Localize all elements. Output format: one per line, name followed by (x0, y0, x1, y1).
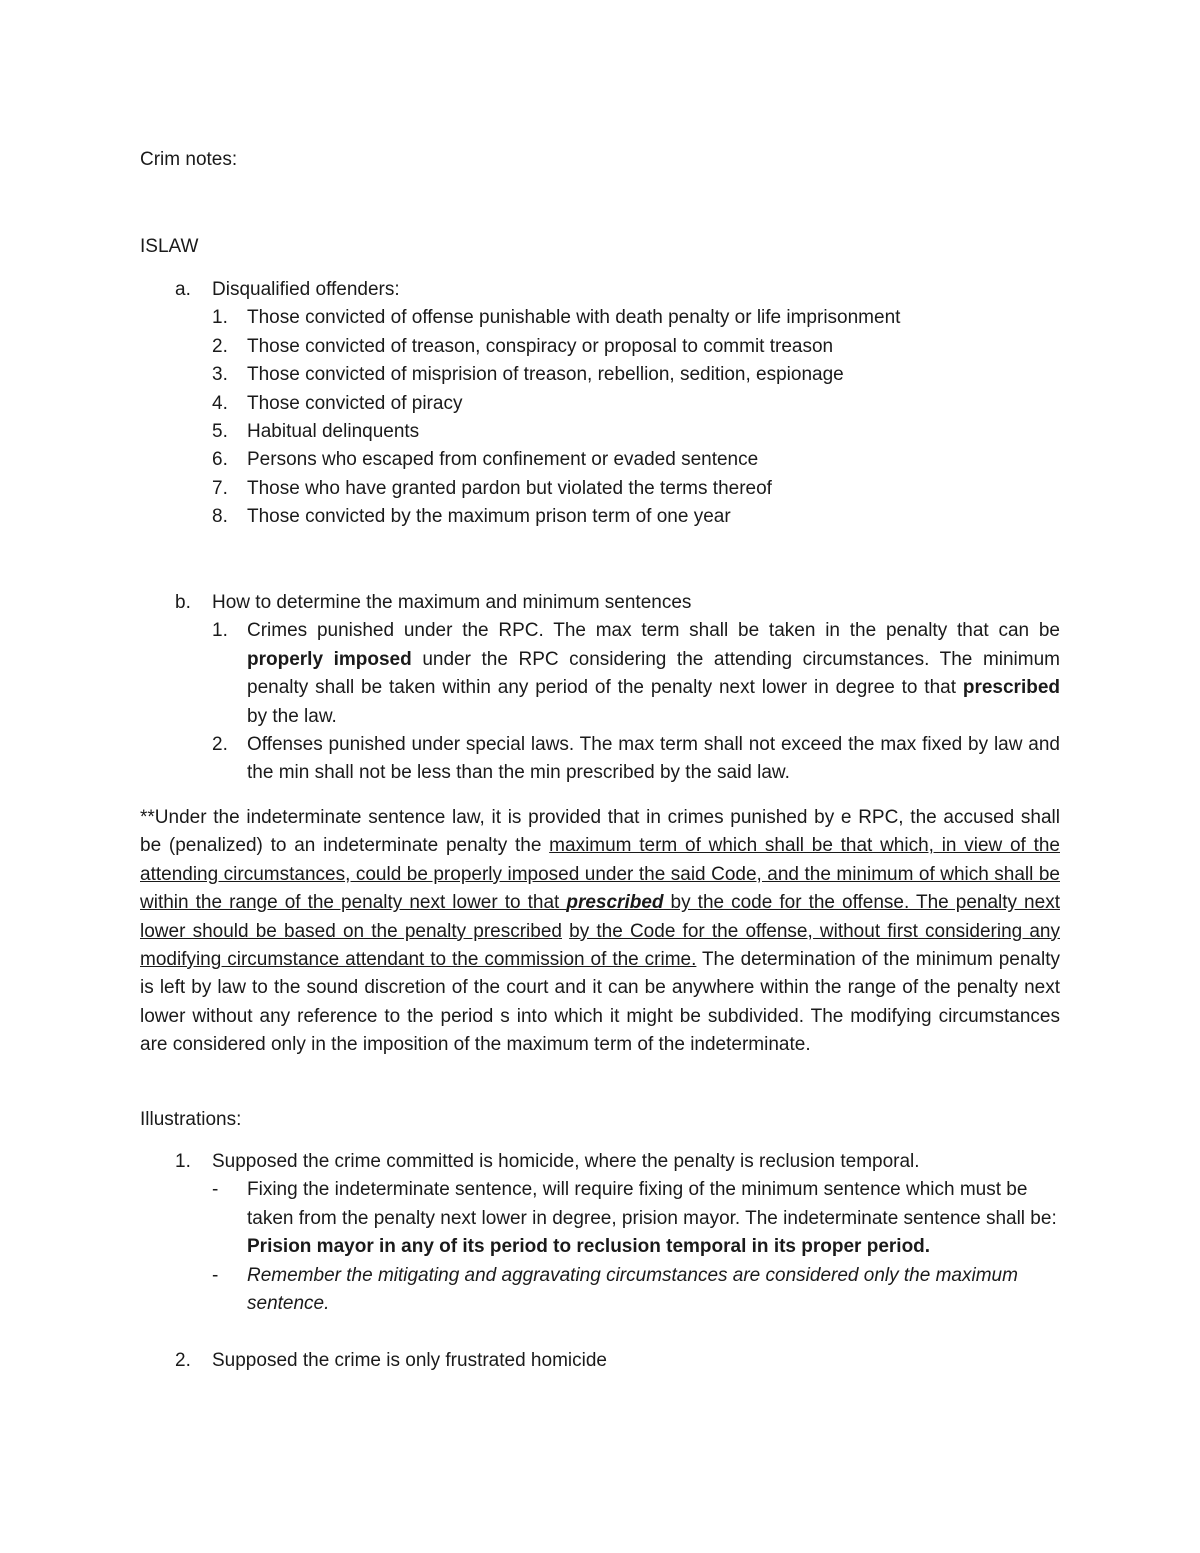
list-text: Offenses punished under special laws. The max term shall not exceed the max fixed by law and the min shall not be less than the min prescribed by the said law. (247, 734, 1060, 784)
list-number: 3. (212, 364, 228, 386)
list-number: 7. (212, 477, 228, 499)
list-text: Habitual delinquents (247, 421, 420, 443)
list-text (247, 617, 1060, 731)
illustration-item (140, 1148, 1060, 1176)
bold-text: Prision mayor in any of its period to reclusion temporal in its proper period. (247, 1236, 931, 1258)
underlined-text: by the Code for the offense, without first considering any modifying circumstance attendant to the commission of the crime. (140, 920, 1060, 971)
illustration-text: Supposed the crime is only frustrated homicide (212, 1350, 607, 1371)
bold-text: properly imposed (247, 648, 412, 670)
list-item (212, 731, 1060, 788)
list-text: Those convicted of piracy (247, 392, 463, 414)
dash-item (212, 1176, 1060, 1261)
document-title: Crim notes: (140, 149, 238, 170)
list-item (212, 446, 1060, 474)
text-run: Fixing the indeterminate sentence, will require fixing of the minimum sentence which must be taken from the penalty next lower in degree, prision mayor. The indeterminate sentence shall be: (247, 1179, 1057, 1229)
section-heading: ISLAW (140, 236, 199, 257)
list-item (212, 361, 1060, 389)
list-text: Those convicted of treason, conspiracy or proposal to commit treason (247, 335, 834, 357)
dash-text (247, 1176, 1060, 1261)
list-item (212, 304, 1060, 332)
list-number: 5. (212, 421, 228, 443)
section-b (140, 589, 1060, 788)
list-number: 2. (212, 734, 228, 756)
section-b-label: b. (175, 592, 191, 613)
text-run: by the law. (247, 705, 337, 727)
note-paragraph (140, 804, 1060, 1060)
illustration-item (140, 1347, 1060, 1375)
list-item (212, 503, 1060, 531)
illustration-1 (140, 1148, 1060, 1318)
sentence-list (140, 617, 1060, 787)
list-number: 6. (212, 449, 228, 471)
underlined-text: by the code for the offense. The penalty next lower should be based on the penalty prescribed (140, 892, 1060, 942)
disqualified-list (140, 304, 1060, 531)
section-a-label: a. (175, 279, 191, 300)
list-item (212, 390, 1060, 418)
list-number: 2. (175, 1350, 191, 1371)
illustration-text: Supposed the crime committed is homicide, where the penalty is reclusion temporal. (212, 1151, 920, 1172)
list-item (212, 617, 1060, 731)
section-b-title: How to determine the maximum and minimum sentences (212, 592, 692, 613)
list-text: Those convicted by the maximum prison term of one year (247, 506, 731, 528)
list-text: Those convicted of offense punishable with death penalty or life imprisonment (247, 307, 901, 329)
list-text: Those convicted of misprision of treason, rebellion, sedition, espionage (247, 364, 844, 386)
dash-marker: - (212, 1264, 219, 1286)
text-run: Crimes punished under the RPC. The max term shall be taken in the penalty that can be (247, 620, 1060, 642)
list-number: 8. (212, 506, 228, 528)
list-text: Those who have granted pardon but violated the terms thereof (247, 477, 772, 499)
list-number: 1. (212, 307, 228, 329)
emphasis-text: prescribed (566, 892, 664, 914)
section-a (140, 276, 1060, 532)
section-a-title-row (140, 276, 1060, 304)
list-number: 2. (212, 335, 228, 357)
dash-item (212, 1262, 1060, 1319)
text-run: **Under the indeterminate sentence law, it is provided that in crimes punished by e RPC, the accused shall be (penalized) to an indeterminate penalty the (140, 807, 1060, 857)
section-a-title: Disqualified offenders: (212, 279, 400, 300)
italic-text: Remember the mitigating and aggravating circumstances are considered only the maximum sentence. (247, 1264, 1018, 1315)
illustration-2 (140, 1347, 1060, 1375)
dash-marker: - (212, 1179, 219, 1201)
underlined-text: maximum term of which shall be that which, in view of the attending circumstances, could be properly imposed under the said Code, and the minimum of which shall be within the range of the penalty next lower to that (140, 835, 1060, 914)
list-text: Persons who escaped from confinement or evaded sentence (247, 449, 759, 471)
section-b-title-row (140, 589, 1060, 617)
text-run: under the RPC considering the attending circumstances. The minimum penalty shall be taken within any period of the penalty next lower in degree to that (247, 648, 1060, 699)
list-item (212, 475, 1060, 503)
list-number: 1. (212, 620, 228, 642)
list-number: 4. (212, 392, 228, 414)
list-item (212, 333, 1060, 361)
bold-text: prescribed (962, 677, 1060, 699)
list-number: 1. (175, 1151, 191, 1172)
list-item (212, 418, 1060, 446)
text-run: The determination of the minimum penalty is left by law to the sound discretion of the court and it can be anywhere within the range of the penalty next lower without any reference to the period s into which it might be subdivided. The modifying circumstances are considered only in the imposition of the maximum term of the indeterminate. (140, 949, 1060, 1056)
illustrations-label: Illustrations: (140, 1109, 242, 1130)
illustration-notes (140, 1176, 1060, 1318)
